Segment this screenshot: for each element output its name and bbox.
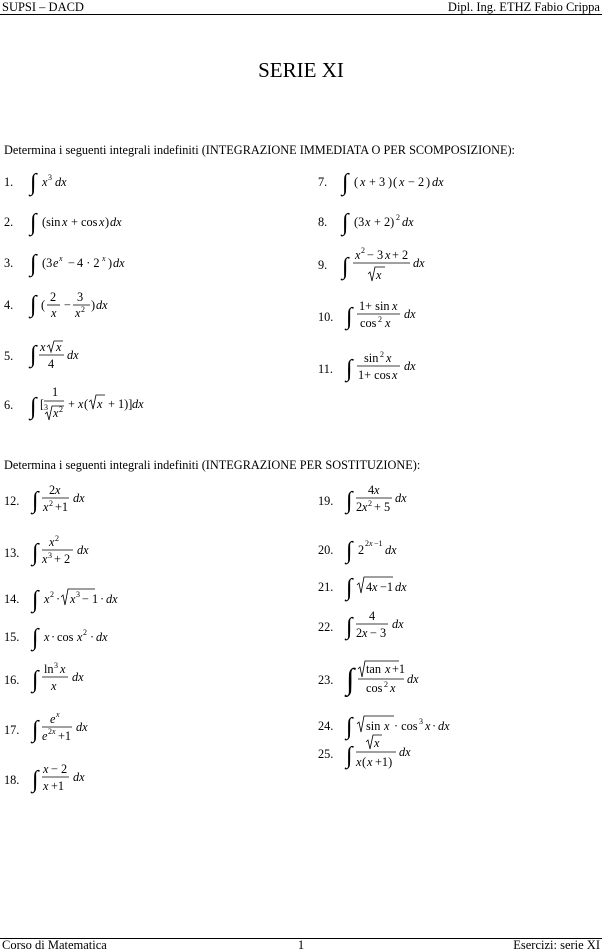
svg-text:dx: dx — [395, 491, 407, 505]
exercise-number: 25. — [318, 747, 334, 761]
svg-text:∫: ∫ — [346, 538, 353, 564]
integral-11 — [344, 348, 454, 388]
svg-text:x: x — [376, 268, 382, 282]
svg-text:2: 2 — [49, 483, 56, 497]
exercise-number: 4. — [4, 298, 14, 312]
integral-2 — [28, 206, 168, 236]
footer-left: Corso di Matematica — [2, 938, 107, 952]
svg-text:+1: +1 — [392, 662, 406, 676]
integral-18 — [30, 759, 130, 799]
exercise-number: 19. — [318, 494, 334, 508]
svg-text:(: ( — [362, 755, 367, 769]
svg-text:·: · — [90, 630, 95, 644]
svg-text:∫: ∫ — [30, 170, 37, 196]
exercise-number: 7. — [318, 175, 328, 189]
svg-text:x: x — [62, 215, 68, 229]
integral-17 — [30, 709, 130, 749]
svg-text:+: + — [68, 397, 75, 411]
exercise-number: 16. — [4, 673, 20, 687]
svg-text:∫: ∫ — [30, 210, 37, 236]
svg-text:x: x — [44, 592, 50, 606]
svg-text:x: x — [75, 306, 81, 320]
svg-text:[: [ — [40, 397, 45, 411]
svg-text:∫: ∫ — [346, 488, 353, 514]
svg-text:+ 2: + 2 — [392, 248, 409, 262]
svg-text:dx: dx — [110, 215, 122, 229]
exercise-number: 23. — [318, 673, 334, 687]
svg-text:2: 2 — [378, 315, 382, 324]
svg-text:x: x — [385, 662, 391, 676]
svg-text:2: 2 — [59, 405, 63, 414]
integral-1 — [28, 166, 148, 196]
svg-text:x: x — [78, 397, 84, 411]
svg-text:dx: dx — [407, 672, 419, 686]
integral-4 — [28, 284, 148, 324]
svg-text:dx: dx — [404, 307, 416, 321]
svg-text:·: · — [56, 592, 61, 606]
svg-text:2: 2 — [50, 590, 54, 599]
exercise-number: 11. — [318, 362, 333, 376]
svg-text:2: 2 — [358, 543, 365, 557]
svg-text:x: x — [40, 340, 46, 354]
svg-text:dx: dx — [73, 770, 85, 784]
svg-text:dx: dx — [413, 256, 425, 270]
svg-text:∫: ∫ — [342, 254, 349, 280]
exercise-number: 1. — [4, 175, 14, 189]
svg-text:3: 3 — [419, 717, 423, 726]
svg-text:cos: cos — [366, 681, 383, 695]
svg-text:): ) — [105, 215, 110, 229]
svg-text:(3: (3 — [42, 256, 53, 270]
svg-text:∫: ∫ — [30, 394, 37, 420]
svg-text:x: x — [365, 215, 371, 229]
svg-text:4 · 2: 4 · 2 — [77, 256, 100, 270]
svg-text:): ) — [388, 175, 393, 189]
svg-text:∫: ∫ — [346, 575, 353, 601]
svg-text:2: 2 — [365, 539, 369, 548]
svg-text:x: x — [392, 299, 398, 313]
exercise-number: 17. — [4, 723, 20, 737]
svg-text:dx: dx — [385, 543, 397, 557]
svg-text:x: x — [70, 592, 76, 606]
svg-text:∫: ∫ — [30, 342, 37, 368]
svg-text:sin: sin — [366, 719, 381, 733]
svg-text:): ) — [91, 298, 96, 312]
exercise-number: 18. — [4, 773, 20, 787]
integral-23 — [344, 657, 454, 701]
svg-text:x: x — [77, 630, 83, 644]
section2-instruction: Determina i seguenti integrali indefiniti (INTEGRAZIONE PER SOSTITUZIONE): — [4, 458, 421, 472]
svg-text:e: e — [50, 712, 56, 726]
svg-text:− 3: − 3 — [370, 626, 387, 640]
exercise-number: 5. — [4, 349, 14, 363]
integral-10 — [344, 296, 454, 336]
svg-text:dx: dx — [438, 719, 450, 733]
svg-text:x: x — [102, 254, 106, 263]
exercise-number: 9. — [318, 258, 328, 272]
svg-text:+1): +1) — [375, 755, 393, 769]
header-right: Dipl. Ing. ETHZ Fabio Crippa — [447, 0, 600, 14]
svg-text:x: x — [53, 406, 59, 420]
header-left: SUPSI – DACD — [2, 0, 84, 14]
section1-instruction: Determina i seguenti integrali indefiniti (INTEGRAZIONE IMMEDIATA O PER SCOMPOSIZIONE): — [4, 143, 515, 157]
page-number: 1 — [297, 938, 305, 952]
svg-text:+ 2): + 2) — [374, 215, 395, 229]
svg-text:∫: ∫ — [30, 251, 37, 277]
svg-text:+ 2: + 2 — [54, 552, 71, 566]
svg-text:dx: dx — [55, 175, 67, 189]
svg-text:x: x — [97, 397, 103, 411]
svg-text:x: x — [385, 316, 391, 330]
svg-text:2: 2 — [356, 626, 363, 640]
svg-text:−1: −1 — [380, 580, 394, 594]
integral-25 — [344, 733, 454, 777]
integral-6 — [28, 384, 168, 428]
svg-text:tan: tan — [366, 662, 382, 676]
svg-text:∫: ∫ — [32, 667, 39, 693]
exercise-number: 2. — [4, 215, 14, 229]
svg-text:− 3: − 3 — [367, 248, 384, 262]
integral-7 — [340, 166, 470, 196]
svg-text:− 2: − 2 — [408, 175, 425, 189]
svg-text:+ cos: + cos — [71, 215, 98, 229]
svg-text:): ) — [426, 175, 431, 189]
exercise-number: 12. — [4, 494, 20, 508]
exercise-number: 14. — [4, 592, 20, 606]
svg-text:dx: dx — [106, 592, 118, 606]
svg-text:2: 2 — [380, 350, 384, 359]
svg-text:3: 3 — [77, 290, 84, 304]
svg-text:dx: dx — [392, 617, 404, 631]
svg-text:x: x — [384, 719, 390, 733]
svg-text:dx: dx — [72, 670, 84, 684]
svg-text:·: · — [432, 719, 437, 733]
svg-text:dx: dx — [395, 580, 407, 594]
svg-text:·: · — [100, 592, 105, 606]
svg-text:dx: dx — [77, 543, 89, 557]
svg-text:∫: ∫ — [32, 767, 39, 793]
svg-text:3: 3 — [48, 173, 52, 182]
svg-text:x: x — [369, 539, 373, 548]
svg-text:2: 2 — [361, 246, 365, 255]
integral-9 — [340, 244, 470, 290]
integral-21 — [344, 569, 444, 601]
svg-text:dx: dx — [402, 215, 414, 229]
svg-text:(: ( — [393, 175, 398, 189]
svg-text:3: 3 — [48, 551, 52, 560]
svg-text:ln: ln — [44, 662, 54, 676]
svg-text:· cos: · cos — [394, 719, 418, 733]
svg-text:3: 3 — [44, 403, 48, 412]
svg-text:2: 2 — [48, 727, 52, 736]
svg-text:x: x — [385, 248, 391, 262]
svg-text:∫: ∫ — [30, 292, 37, 318]
svg-text:x: x — [56, 340, 62, 354]
svg-text:2: 2 — [384, 680, 388, 689]
svg-text:2: 2 — [396, 213, 400, 222]
exercise-number: 21. — [318, 580, 334, 594]
svg-text:x: x — [374, 483, 380, 497]
svg-text:1: 1 — [52, 385, 59, 399]
footer-right: Esercizi: serie XI — [513, 938, 600, 952]
svg-text:x: x — [372, 580, 378, 594]
exercise-number: 10. — [318, 310, 334, 324]
svg-text:4: 4 — [48, 357, 55, 371]
svg-text:x: x — [374, 736, 380, 750]
svg-text:x: x — [52, 727, 56, 736]
svg-text:−: − — [68, 256, 75, 270]
svg-text:+ 3: + 3 — [369, 175, 386, 189]
integral-14 — [30, 581, 160, 613]
svg-text:sin: sin — [364, 351, 379, 365]
svg-text:dx: dx — [404, 359, 416, 373]
svg-text:x: x — [362, 626, 368, 640]
svg-text:1+ sin: 1+ sin — [359, 299, 390, 313]
svg-text:cos: cos — [360, 316, 377, 330]
svg-text:4: 4 — [368, 483, 375, 497]
svg-text:dx: dx — [76, 720, 88, 734]
svg-text:2: 2 — [49, 499, 53, 508]
exercise-number: 22. — [318, 620, 334, 634]
svg-text:2: 2 — [368, 499, 372, 508]
svg-text:dx: dx — [399, 745, 411, 759]
svg-text:−1: −1 — [374, 539, 383, 548]
svg-text:2: 2 — [83, 628, 87, 637]
exercise-number: 3. — [4, 256, 14, 270]
svg-text:dx: dx — [113, 256, 125, 270]
svg-text:x: x — [392, 368, 398, 382]
svg-text:x: x — [44, 630, 50, 644]
svg-text:x: x — [386, 351, 392, 365]
svg-text:dx: dx — [67, 348, 79, 362]
svg-text:∫: ∫ — [32, 488, 39, 514]
svg-text:−: − — [64, 298, 71, 312]
svg-text:x: x — [56, 710, 60, 719]
svg-text:4: 4 — [369, 609, 376, 623]
svg-text:2: 2 — [50, 290, 57, 304]
svg-text:∫: ∫ — [32, 587, 39, 613]
exercise-number: 6. — [4, 398, 14, 412]
svg-text:x: x — [42, 175, 48, 189]
svg-text:x: x — [59, 254, 63, 263]
integral-19 — [344, 480, 444, 520]
svg-text:dx: dx — [132, 397, 144, 411]
page-title: SERIE XI — [258, 58, 344, 82]
svg-text:x: x — [355, 248, 361, 262]
svg-text:x: x — [51, 306, 57, 320]
svg-text:∫: ∫ — [346, 356, 353, 382]
svg-text:(sin: (sin — [42, 215, 61, 229]
svg-text:x: x — [55, 483, 61, 497]
integral-8 — [340, 206, 460, 236]
exercise-number: 13. — [4, 546, 20, 560]
header-rule — [0, 14, 602, 15]
svg-text:∫: ∫ — [32, 540, 39, 566]
integral-12 — [30, 480, 130, 520]
svg-text:x: x — [43, 762, 49, 776]
svg-text:+1: +1 — [58, 729, 72, 743]
svg-text:): ) — [108, 256, 113, 270]
svg-text:x: x — [362, 500, 368, 514]
svg-text:2: 2 — [81, 305, 85, 314]
svg-text:∫: ∫ — [346, 714, 353, 740]
svg-text:x: x — [99, 215, 105, 229]
svg-text:∫: ∫ — [346, 614, 353, 640]
svg-text:dx: dx — [96, 298, 108, 312]
svg-text:(: ( — [354, 175, 359, 189]
exercise-number: 24. — [318, 719, 334, 733]
svg-text:− 2: − 2 — [51, 762, 68, 776]
svg-text:+1: +1 — [51, 779, 65, 793]
svg-text:x: x — [390, 681, 396, 695]
svg-text:dx: dx — [73, 491, 85, 505]
svg-text:(3: (3 — [354, 215, 365, 229]
svg-text:(: ( — [84, 397, 89, 411]
svg-text:x: x — [367, 755, 373, 769]
svg-text:x: x — [49, 535, 55, 549]
svg-text:dx: dx — [432, 175, 444, 189]
svg-text:e: e — [53, 256, 59, 270]
integral-3 — [28, 245, 168, 277]
integral-16 — [30, 659, 130, 699]
svg-text:x: x — [43, 779, 49, 793]
integral-22 — [344, 606, 444, 646]
svg-text:− 1: − 1 — [82, 592, 99, 606]
svg-text:∫: ∫ — [346, 304, 353, 330]
svg-text:·: · — [51, 630, 56, 644]
svg-text:2: 2 — [55, 534, 59, 543]
exercise-number: 15. — [4, 630, 20, 644]
exercise-number: 8. — [318, 215, 328, 229]
integral-13 — [30, 532, 130, 572]
svg-text:e: e — [42, 729, 48, 743]
svg-text:+1: +1 — [55, 500, 69, 514]
svg-text:x: x — [60, 662, 66, 676]
svg-text:cos: cos — [57, 630, 74, 644]
integral-20 — [344, 532, 444, 564]
svg-text:x: x — [42, 552, 48, 566]
svg-text:∫: ∫ — [342, 210, 349, 236]
svg-text:+ 1)]: + 1)] — [108, 397, 133, 411]
exercise-number: 20. — [318, 543, 334, 557]
svg-text:x: x — [356, 755, 362, 769]
svg-text:(: ( — [41, 298, 46, 312]
svg-text:∫: ∫ — [32, 717, 39, 743]
svg-text:x: x — [43, 500, 49, 514]
svg-text:∫: ∫ — [346, 663, 355, 696]
svg-text:4: 4 — [366, 580, 373, 594]
svg-text:x: x — [425, 719, 431, 733]
svg-text:x: x — [51, 679, 57, 693]
svg-text:3: 3 — [54, 661, 58, 670]
svg-text:1+ cos: 1+ cos — [358, 368, 391, 382]
svg-text:2: 2 — [356, 500, 363, 514]
svg-text:∫: ∫ — [342, 170, 349, 196]
svg-text:x: x — [399, 175, 405, 189]
svg-text:3: 3 — [76, 590, 80, 599]
svg-text:+ 5: + 5 — [374, 500, 391, 514]
svg-text:∫: ∫ — [32, 625, 39, 651]
integral-15 — [30, 619, 150, 651]
svg-text:x: x — [360, 175, 366, 189]
svg-text:dx: dx — [96, 630, 108, 644]
svg-text:∫: ∫ — [346, 743, 353, 769]
integral-5 — [28, 334, 148, 374]
